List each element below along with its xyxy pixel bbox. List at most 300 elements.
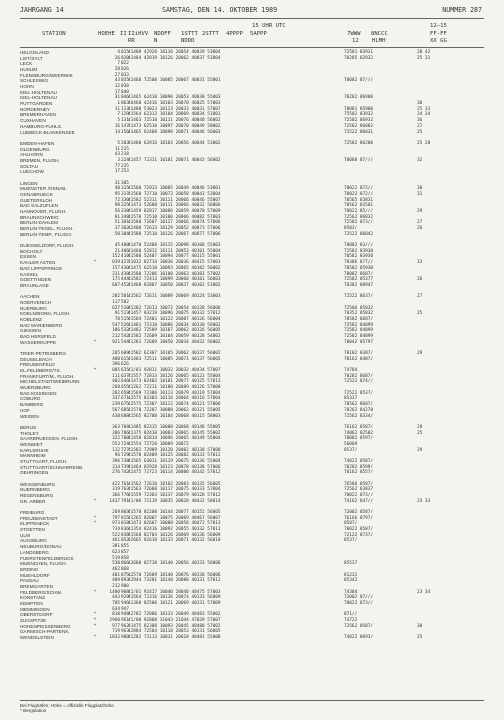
station-index: 635 (121, 368, 129, 374)
station-height: 4 (117, 50, 120, 55)
synop-code-extra: 70582 8687/ (344, 316, 374, 322)
station-index: 646 (121, 379, 129, 385)
synop-code: 41468 82807 10050 20037 40102 51002 (128, 282, 221, 288)
station-name: AHLHORN (20, 152, 43, 158)
station-height: 409 (112, 578, 120, 584)
station-name: DEUSELBACH (20, 356, 52, 362)
table-row (0, 635, 504, 640)
synop-code: 41480 62816 10103 20056 40044 53002 (128, 140, 221, 146)
station-index: 706 (121, 430, 129, 436)
station-height: 11 (114, 106, 120, 112)
table-row (0, 61, 504, 66)
synop-code-extra: 75502 83932 (344, 112, 374, 118)
table-row (0, 573, 504, 578)
table-row (0, 442, 504, 447)
station-name: HOF (20, 407, 30, 413)
station-name: NORDERNEY (20, 106, 50, 112)
station-height: 386 (112, 430, 120, 436)
synop-code: 41463 72510 10111 20076 40040 56002 (128, 118, 221, 124)
station-index: 427 (121, 260, 129, 266)
station-height: 396 (112, 458, 120, 464)
footnote-airports: Bei Flughäfen: Höhe = offizielle Flugplatzhöhe (20, 703, 114, 708)
station-height: 51 (114, 220, 120, 226)
station-name: OSNABRUECK (20, 192, 53, 197)
table-row (0, 465, 504, 470)
synop-code: 41265 82807 10075 20069 48467 56007 (128, 515, 221, 521)
station-name: FREUDENSTADT (20, 515, 58, 521)
synop-code: 41465 62408 10090 20071 40046 56003 (128, 129, 221, 135)
table-row (0, 124, 504, 129)
station-index: 900 (121, 583, 129, 589)
synop-code: 41580 72510 10126 20067 40077 57006 (128, 231, 221, 237)
station-name: MANNHEIM (20, 453, 46, 459)
station-name: GOETTINGEN (20, 277, 51, 283)
station-height: 2960 (109, 618, 120, 623)
station-index: 961 (121, 618, 129, 623)
table-row (0, 323, 504, 328)
synop-code-extra: 70088 87/// (344, 157, 374, 163)
synop-code: 41262 72211 10100 20089 40126 57008 (128, 385, 221, 391)
synop-code-extra: 70285 82932 (344, 55, 374, 61)
table-row (0, 232, 504, 237)
synop-code-extra: 70562 8687/ (344, 402, 374, 408)
station-height: 1437 (109, 498, 120, 504)
station-index: 338 (121, 209, 129, 215)
table-row (0, 294, 504, 299)
synop-code-extra: 70022 872// (344, 186, 374, 192)
synop-code: 41569 72306 10113 20079 40119 57004 (128, 390, 221, 396)
wind-gust: 25 (417, 129, 423, 135)
station-height: 16 (114, 123, 120, 129)
synop-code: 41565 82708 10104 20068 40115 58003 (128, 413, 221, 419)
wind-gust: 23 34 (417, 589, 431, 595)
station-name: BAD LIPPSPRINGE (20, 265, 63, 271)
wind-gust: 32 (417, 157, 423, 163)
synop-code: 41480 42920 10116 20054 40039 53004 (128, 50, 221, 55)
synop-code-extra: 74784 (344, 368, 358, 374)
station-height: 363 (112, 424, 120, 430)
synop-code: 41457 72311 10101 20071 40043 56002 (128, 157, 221, 163)
station-name: PASSAU (20, 578, 39, 584)
station-index: 791 (121, 498, 129, 504)
wind-gust: 27 (417, 220, 423, 226)
col-appp: 5APPP (250, 31, 267, 37)
table-row (0, 601, 504, 606)
synop-code: 41482 72509 10107 20062 40126 56005 (128, 328, 221, 334)
report-date: SAMSTAG, DEN 14. OKTOBER 1989 (162, 6, 278, 14)
station-name: ZUGSPITZE (20, 618, 47, 623)
station-name: HUSUM (20, 67, 38, 73)
synop-code: 41582 52311 10111 20066 40046 55007 (128, 197, 221, 203)
station-height: 396 (112, 362, 120, 368)
station-height: 31 (114, 95, 120, 101)
col-pppp: 4PPPP (226, 31, 243, 37)
station-name: BAMBERG (20, 402, 44, 408)
synop-code: 42782 72806 10133 20049 48483 55002 (128, 612, 221, 618)
station-name: PUTTGARDEN (20, 101, 53, 107)
synop-code-extra: 72581 83931 (344, 50, 374, 55)
table-row (0, 618, 504, 623)
station-index: 430 (121, 265, 129, 271)
synop-code: 41559 72303 10137 20079 40128 57012 (128, 493, 221, 499)
table-row (0, 629, 504, 634)
station-height: 734 (112, 527, 120, 533)
station-name: LUEBECK-BLANKENSEE (20, 129, 75, 135)
synop-code: 42665 82610 10133 20071 40132 56010 (128, 538, 221, 544)
station-height: 7 (117, 61, 120, 67)
col-nddd: NDDD (181, 38, 195, 44)
synop-code-extra: 85337 (344, 396, 358, 402)
station-index: 544 (121, 339, 129, 345)
synop-code: 41570 82208 10144 20077 40152 56005 (128, 510, 221, 516)
station-name: LIST/SYLT (20, 55, 43, 61)
station-height: 337 (112, 396, 120, 402)
synop-code: 41/00 92808 31043 21044 47039 57007 (128, 618, 221, 623)
station-index: 235 (121, 163, 129, 169)
synop-code: 41481 72310 10086 20034 40130 56002 (128, 322, 221, 328)
synop-code: 41032 82714 10036 20036 48415 57003 (128, 260, 221, 266)
synop-code-extra: 74022 8587/ (344, 458, 374, 464)
station-index: 526 (121, 322, 129, 328)
synop-code-extra: 70582 85930 (344, 265, 374, 271)
station-name: BRAUNLAGE (20, 282, 49, 288)
wind-gust: 29 (417, 209, 423, 215)
station-height: 265 (112, 351, 120, 357)
station-height: 402 (112, 379, 120, 385)
mountain-marker: * (93, 498, 97, 504)
synop-code: 41560 72913 10085 20049 40046 53001 (128, 186, 221, 192)
station-index: 963 (121, 629, 129, 635)
col-xxgg: XX GG (430, 38, 447, 44)
station-name: OEHRINGEN (20, 470, 49, 476)
station-index: 626 (121, 362, 129, 368)
station-height: 805 (112, 368, 120, 374)
wind-gust: 23 33 (417, 498, 431, 504)
synop-code: 41368 82506 10121 20069 40131 57009 (128, 600, 221, 606)
wind-gust: 30 (417, 101, 423, 107)
station-height: 530 (112, 561, 120, 567)
synop-code-extra: 85537 (344, 561, 358, 567)
wind-gust: 27 (417, 123, 423, 129)
table-row (0, 556, 504, 561)
synop-code-extra: 76162 8587/ (344, 424, 374, 430)
station-index: 738 (121, 458, 129, 464)
synop-code-extra: 72582 84899 (344, 334, 374, 339)
station-index: 655 (121, 385, 129, 391)
table-row (0, 186, 504, 191)
station-height: 111 (112, 373, 120, 379)
station-index: 855 (121, 544, 129, 550)
table-row (0, 198, 504, 203)
station-name: WEISSENBURG (20, 481, 56, 487)
station-index: 510 (121, 305, 129, 311)
station-index: 330 (121, 197, 129, 203)
station-height: 48 (114, 186, 120, 192)
station-name: HOHN (20, 84, 34, 90)
station-name: BERUS (20, 424, 37, 430)
station-name: MUEHLDORF (20, 572, 50, 578)
synop-code-extra: 70352 85832 (344, 311, 374, 317)
station-height: 282 (112, 390, 120, 396)
table-row (0, 277, 504, 282)
wind-gust: 25 28 (417, 140, 431, 146)
col-ii: II (120, 31, 127, 37)
wind-gust: 30 (417, 186, 423, 192)
table-row (0, 374, 504, 379)
station-height: 152 (112, 254, 120, 260)
mountain-marker: * (93, 260, 97, 266)
station-index: 542 (121, 334, 129, 339)
synop-code-extra: 85342 (344, 578, 358, 584)
synop-code-extra: 70282 8687/ (344, 373, 374, 379)
col-rr: RR (128, 38, 135, 44)
wind-gust: 25 31 (417, 55, 431, 61)
station-index: 708 (121, 436, 129, 442)
wind-gust: 25 (417, 430, 423, 436)
table-row (0, 78, 504, 83)
synop-code: 46460 42416 10103 20070 40025 57003 (128, 101, 221, 107)
station-index: 803 (121, 510, 129, 516)
station-index: 384 (121, 231, 129, 237)
table-row (0, 340, 504, 345)
synop-code: 41282 73113 10031 20018 48481 55008 (128, 635, 221, 641)
station-name: STUTTGART, FLUGH. (20, 458, 68, 464)
synop-code-extra: 72502 86932 (344, 118, 374, 124)
station-height: 366 (112, 493, 120, 499)
table-row (0, 368, 504, 373)
station-index: 852 (121, 538, 129, 544)
table-row (0, 266, 504, 271)
station-name: HOHENPEISSENBERG (20, 623, 71, 629)
station-height: 973 (112, 521, 120, 527)
station-index: 868 (121, 566, 129, 572)
station-index: 908 (121, 589, 129, 595)
table-row (0, 50, 504, 55)
station-index: 129 (121, 112, 129, 118)
table-row (0, 147, 504, 152)
station-name: TRIER-PETRISBERG (20, 351, 66, 357)
table-row (0, 351, 504, 356)
synop-code-extra: 72522 86842 (344, 231, 374, 237)
table-row (0, 152, 504, 157)
station-index: 761 (121, 481, 129, 487)
footnote (20, 703, 320, 713)
station-name: LUECHOW (20, 169, 44, 175)
station-index: 893 (121, 578, 129, 584)
station-index: 704 (121, 424, 129, 430)
station-name: GARMISCH-PARTENK. (20, 629, 70, 635)
table-row (0, 249, 504, 254)
issue-number: NUMMER 287 (442, 6, 482, 14)
table-row (0, 260, 504, 265)
station-index: 113 (121, 106, 129, 112)
station-index: 410 (121, 254, 129, 260)
table-row (0, 181, 504, 186)
station-height: 98 (114, 203, 120, 209)
table-row (0, 243, 504, 248)
synop-code: 41565 63011 10119 20075 40136 55004 (128, 458, 221, 464)
synop-code-extra: 78382 88947 (344, 282, 374, 288)
station-index: 948 (121, 612, 129, 618)
synop-code-extra: 70282 8599/ (344, 464, 374, 470)
station-name: STOETTEN (20, 527, 45, 533)
station-name: NEUBURG/DONAU (20, 544, 62, 550)
wind-gust: 31 (417, 192, 423, 197)
station-name: REGENSBURG (20, 493, 54, 499)
station-height: 462 (112, 566, 120, 572)
station-name: LANDSBERG (20, 549, 49, 555)
station-name: ULM (20, 532, 30, 538)
table-row (0, 345, 504, 350)
synop-code: 42575 82303 10116 20064 40116 57004 (128, 396, 221, 402)
station-index: 838 (121, 532, 129, 538)
station-index: 513 (121, 311, 129, 317)
synop-code: 41473 52608 10111 20066 40032 56006 (128, 203, 221, 209)
mountain-marker: * (93, 612, 97, 618)
station-height: 157 (112, 265, 120, 271)
station-height: 45 (114, 243, 120, 249)
wind-gust: 29 (417, 447, 423, 453)
station-height: 705 (112, 600, 120, 606)
synop-code: 41568 82703 10126 20069 40136 56009 (128, 532, 221, 538)
table-row (0, 220, 504, 225)
synop-code-extra: 70562 83501 (344, 203, 374, 209)
table-row (0, 493, 504, 498)
station-name: STUTTGART/SCHNARRENB. (20, 464, 84, 470)
table-row (0, 408, 504, 413)
synop-code-extra: 72582 85377 (344, 277, 374, 283)
table-row (0, 624, 504, 629)
table-row (0, 56, 504, 61)
table-row (0, 612, 504, 617)
table-row (0, 379, 504, 384)
synop-code: 41/01 92811 10032 20032 48434 57007 (128, 368, 221, 374)
station-name: BAD SALZUFLEN (20, 203, 59, 209)
station-height: 27 (114, 72, 120, 78)
synop-code-extra: 70162 8557/ (344, 470, 374, 476)
synop-code: 41560 72710 10072 20058 40043 53004 (128, 192, 221, 197)
station-index: 035 (121, 78, 129, 84)
synop-code: 41484 42819 10126 20062 40037 53004 (128, 55, 221, 61)
wind-gust: 27 (417, 294, 423, 300)
synop-code-extra: 70082 8687/ (344, 271, 374, 277)
station-height: 175 (112, 277, 120, 283)
table-row (0, 141, 504, 146)
col-n: N (154, 38, 158, 44)
table-row (0, 578, 504, 583)
station-name: SCHLESWIG (20, 78, 49, 84)
station-height: 72 (114, 197, 120, 203)
station-height: 37 (114, 226, 120, 232)
station-index: 305 (121, 180, 129, 186)
station-height: 719 (112, 629, 120, 635)
table-row (0, 357, 504, 362)
col-ttt: 1STTT (181, 31, 198, 37)
station-name: AACHEN (20, 294, 40, 300)
station-name: COBURG (20, 396, 41, 402)
synop-code: 41375 82410 10083 20065 40145 55002 (128, 430, 221, 436)
station-index: 381 (121, 220, 129, 226)
table-row (0, 425, 504, 430)
table-row (0, 431, 504, 436)
table-row (0, 112, 504, 117)
table-row (0, 385, 504, 390)
synop-code-extra: 72562 8334/ (344, 413, 374, 419)
synop-code-extra: 74162 847// (344, 498, 374, 504)
table-row (0, 226, 504, 231)
synop-code: 41459 82817 10086 20059 40078 57009 (128, 209, 221, 215)
station-name: HANNOVER, FLUGH. (20, 209, 67, 215)
synop-code: 41/06 72119 10035 20028 48432 58014 (128, 498, 221, 504)
synop-code: 41475 72723 10114 20080 40142 57012 (128, 470, 221, 476)
station-name: WEINBIET (20, 441, 43, 447)
station-index: 203 (121, 140, 129, 146)
wind-gust: 29 (417, 351, 423, 357)
station-index: 685 (121, 407, 129, 413)
station-name: MUENSTER /OSNAB. (20, 186, 67, 192)
synop-code: 41582 72609 10104 20059 40128 54002 (128, 334, 221, 339)
table-rule-bottom (20, 700, 484, 701)
synop-code-extra: 8583/ (344, 226, 358, 232)
station-index: 038 (121, 84, 129, 90)
table-row (0, 158, 504, 163)
synop-code-extra: 72562 83837 (344, 487, 374, 493)
synop-code-extra: 72562 86832 (344, 214, 374, 220)
synop-code: 41458 82814 10096 20065 40149 55004 (128, 436, 221, 442)
station-name: FELDBERG/SCHW. (20, 589, 62, 595)
station-index: 438 (121, 271, 129, 277)
station-index: 147 (121, 123, 129, 129)
synop-code: 41563 72608 10117 20075 40133 57004 (128, 487, 221, 493)
station-name: WASSERKUPPE (20, 339, 57, 345)
station-index: 156 (121, 129, 129, 135)
table-row (0, 215, 504, 220)
synop-code-extra: 70082 8597/ (344, 436, 374, 442)
station-name: THOLEY (20, 430, 39, 436)
synop-code-extra: 72522 874// (344, 379, 374, 385)
station-index: 980 (121, 635, 129, 641)
table-row (0, 590, 504, 595)
station-index: 317 (121, 192, 129, 197)
table-row (0, 521, 504, 526)
station-index: 382 (121, 226, 129, 232)
mountain-marker: * (93, 635, 97, 641)
station-height: 839 (112, 260, 120, 266)
station-height: 1480 (109, 589, 120, 595)
synop-code: 42884 72504 10118 20053 40131 56005 (128, 629, 221, 635)
table-row (0, 391, 504, 396)
mountain-marker: * (93, 618, 97, 623)
station-name: KOBLENZ (20, 316, 42, 322)
station-name: BRAUNSCHWEIG (20, 214, 59, 220)
station-name: BAD KISSINGEN (20, 390, 57, 396)
synop-code: 41582 62307 10105 20062 40137 56002 (128, 351, 221, 357)
wind-gust: 25 (417, 311, 423, 317)
table-row (0, 504, 504, 509)
synop-code-extra: 72002 87/// (344, 595, 374, 601)
table-row (0, 499, 504, 504)
synop-code-extra: 8537/ (344, 538, 358, 544)
station-name: BOCHOLT (20, 248, 43, 254)
footnote-mountain: * Bergstation (20, 708, 47, 713)
synop-code: 41570 72207 10088 20062 40121 55005 (128, 407, 221, 413)
synop-code-extra: 70262 84278 (344, 407, 374, 413)
table-row (0, 487, 504, 492)
mountain-marker: * (93, 339, 97, 345)
table-row (0, 135, 504, 140)
station-name: BREMGARTEN (20, 583, 53, 589)
synop-code: 41582 72909 10120 20082 40138 57008 (128, 447, 221, 453)
